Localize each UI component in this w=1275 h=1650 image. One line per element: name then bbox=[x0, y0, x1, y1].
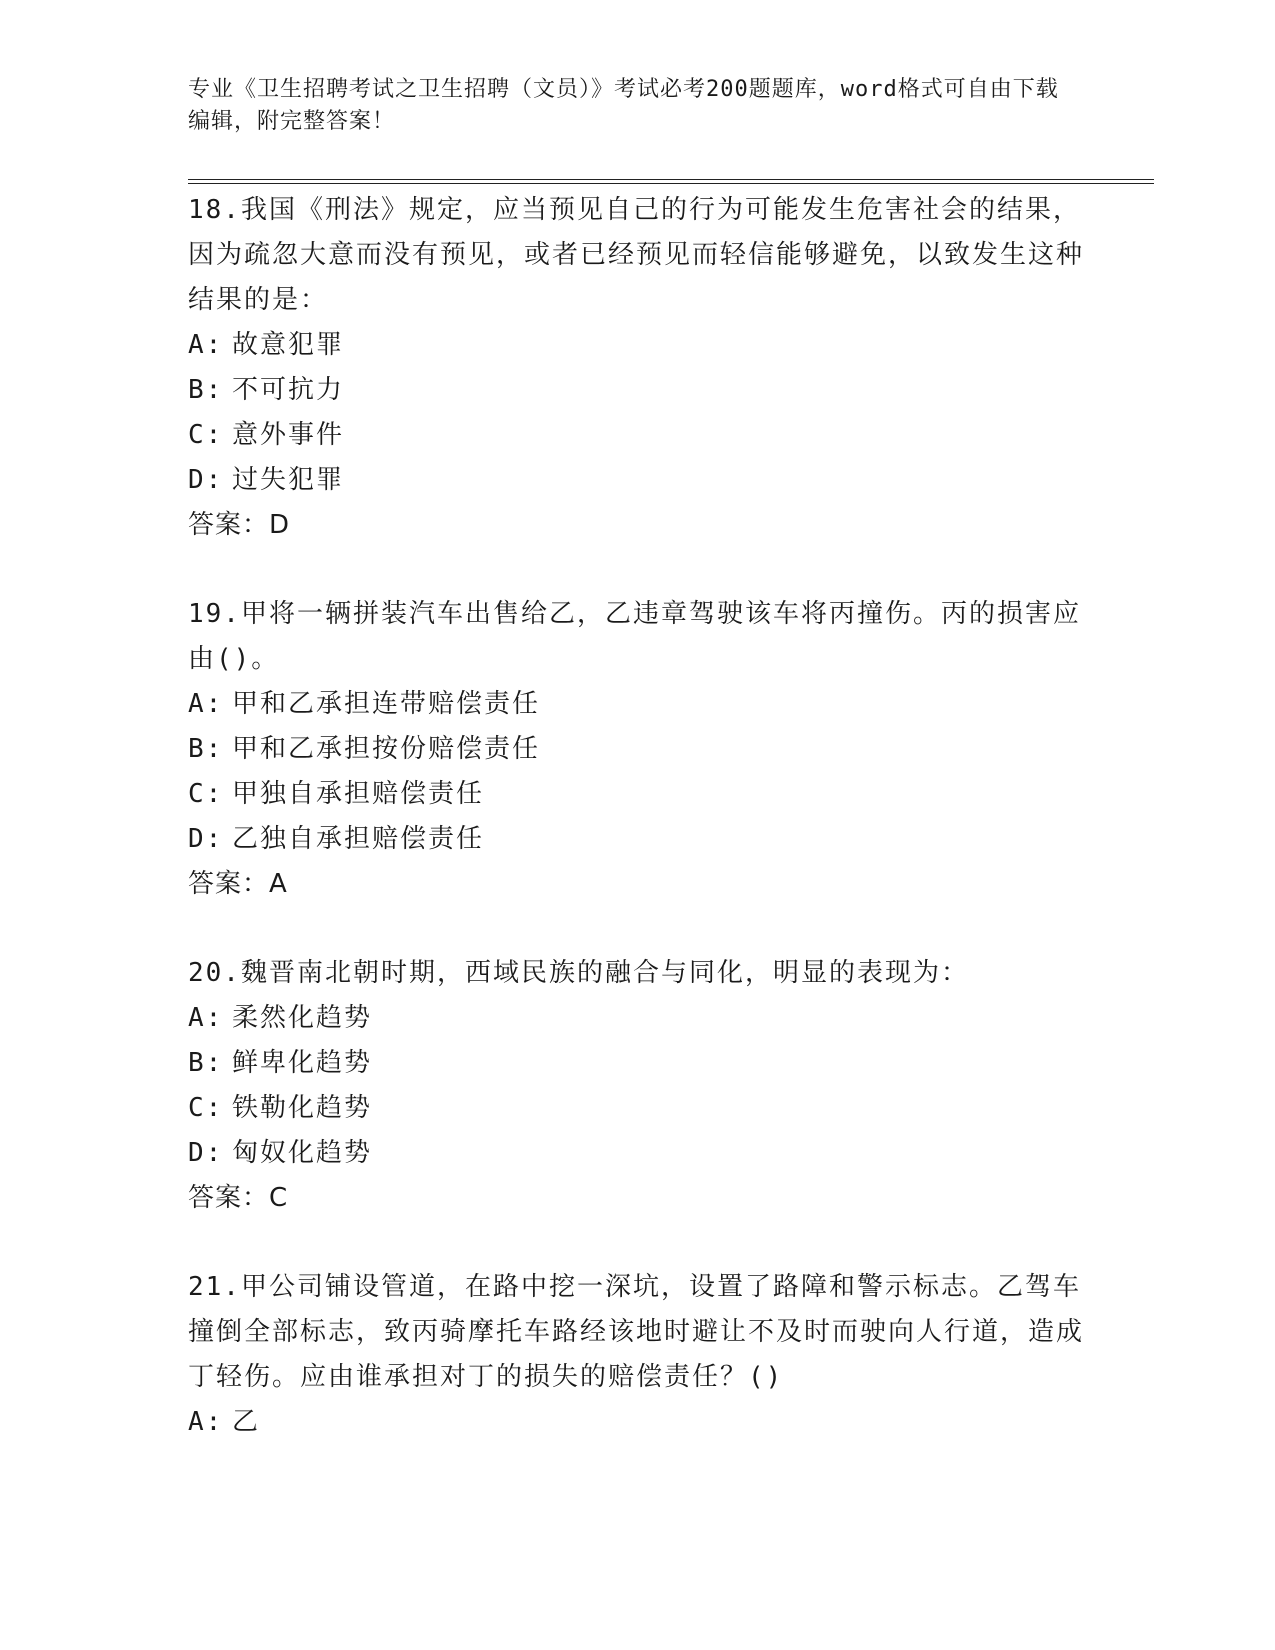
answer-line: 答案：A bbox=[188, 869, 288, 899]
option-a bbox=[188, 1400, 1088, 1445]
option-text: 甲和乙承担按份赔偿责任 bbox=[232, 734, 541, 764]
question-19 bbox=[188, 592, 1088, 907]
question-stem: 20.魏晋南北朝时期，西域民族的融合与同化，明显的表现为： bbox=[188, 958, 969, 988]
question-21 bbox=[188, 1265, 1088, 1445]
option-text: 故意犯罪 bbox=[232, 330, 345, 360]
document-header: 专业《卫生招聘考试之卫生招聘（文员）》考试必考200题题库，word格式可自由下载编辑，附完整答案！ bbox=[188, 77, 1059, 134]
option-b bbox=[188, 1041, 1088, 1086]
option-letter: A: bbox=[188, 330, 224, 360]
option-text: 甲和乙承担连带赔偿责任 bbox=[232, 689, 541, 719]
option-b bbox=[188, 727, 1088, 772]
option-text: 不可抗力 bbox=[232, 375, 345, 405]
option-a bbox=[188, 996, 1088, 1041]
option-letter: D: bbox=[188, 824, 224, 854]
question-list bbox=[188, 188, 1088, 1489]
header-divider bbox=[188, 179, 1154, 184]
option-a bbox=[188, 682, 1088, 727]
option-letter: D: bbox=[188, 1138, 224, 1168]
option-d bbox=[188, 817, 1088, 862]
option-text: 鲜卑化趋势 bbox=[232, 1048, 373, 1078]
option-letter: A: bbox=[188, 1407, 224, 1437]
question-stem: 19.甲将一辆拼装汽车出售给乙，乙违章驾驶该车将丙撞伤。丙的损害应由()。 bbox=[188, 599, 1081, 674]
option-letter: C: bbox=[188, 1093, 224, 1123]
option-letter: A: bbox=[188, 1003, 224, 1033]
question-stem: 21.甲公司铺设管道，在路中挖一深坑，设置了路障和警示标志。乙驾车撞倒全部标志，致丙骑摩托车路经该地时避让不及时而驶向人行道，造成丁轻伤。应由谁承担对丁的损失的赔偿责任？() bbox=[188, 1272, 1085, 1392]
answer-line: 答案：C bbox=[188, 1183, 289, 1213]
question-stem: 18.我国《刑法》规定，应当预见自己的行为可能发生危害社会的结果，因为疏忽大意而没有预见，或者已经预见而轻信能够避免，以致发生这种结果的是： bbox=[188, 195, 1085, 315]
option-text: 甲独自承担赔偿责任 bbox=[232, 779, 485, 809]
option-text: 乙独自承担赔偿责任 bbox=[232, 824, 485, 854]
option-a bbox=[188, 323, 1088, 368]
option-letter: C: bbox=[188, 779, 224, 809]
option-d bbox=[188, 458, 1088, 503]
option-text: 意外事件 bbox=[232, 420, 345, 450]
option-text: 乙 bbox=[232, 1407, 261, 1437]
option-text: 铁勒化趋势 bbox=[232, 1093, 373, 1123]
option-letter: B: bbox=[188, 375, 224, 405]
option-text: 匈奴化趋势 bbox=[232, 1138, 373, 1168]
option-d bbox=[188, 1131, 1088, 1176]
option-c bbox=[188, 772, 1088, 817]
option-letter: D: bbox=[188, 465, 224, 495]
option-letter: B: bbox=[188, 1048, 224, 1078]
option-c bbox=[188, 1086, 1088, 1131]
question-20 bbox=[188, 951, 1088, 1221]
option-text: 柔然化趋势 bbox=[232, 1003, 373, 1033]
option-letter: C: bbox=[188, 420, 224, 450]
option-b bbox=[188, 368, 1088, 413]
answer-line: 答案：D bbox=[188, 510, 291, 540]
option-c bbox=[188, 413, 1088, 458]
option-text: 过失犯罪 bbox=[232, 465, 345, 495]
option-letter: B: bbox=[188, 734, 224, 764]
option-letter: A: bbox=[188, 689, 224, 719]
question-18 bbox=[188, 188, 1088, 548]
